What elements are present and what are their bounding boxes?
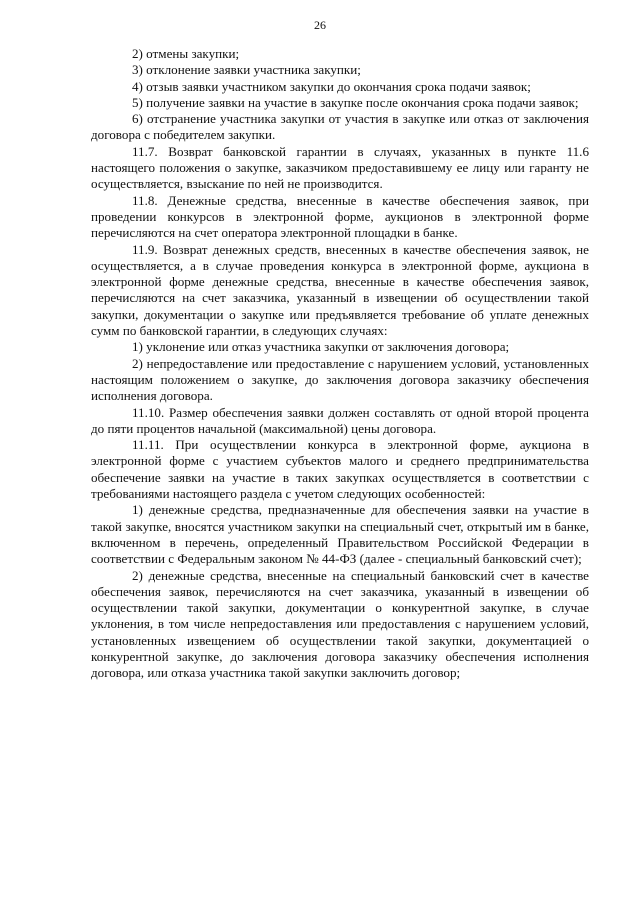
clause-11-7: 11.7. Возврат банковской гарантии в случаях, указанных в пункте 11.6 настоящего положения о закупке, заказчиком предоставившему ее лицу или гаранту не осуществляется, взыскание по ней не производится. xyxy=(91,143,589,192)
list-item: 2) денежные средства, внесенные на специальный банковский счет в качестве обеспечения заявок, перечисляются на счет заказчика, указанный в извещении об осуществлении такой закупки, документации о конкурентной закупке, в случае уклонения, в том числе непредоставления или предоставления с нарушением условий, установленных извещением об осуществлении такой закупки, документацией о конкурентной закупке, до заключения договора заказчику обеспечения исполнения договора, или отказа участника такой закупки заключить договор; xyxy=(91,567,589,681)
list-item: 6) отстранение участника закупки от участия в закупке или отказ от заключения договора с победителем закупки. xyxy=(91,111,589,143)
list-item: 1) денежные средства, предназначенные для обеспечения заявки на участие в такой закупке, вносятся участником закупки на специальный счет, открытый им в банке, включенном в перечень, определенный Правительством Российской Федерации в соответствии с Федеральным законом № 44-ФЗ (далее - специальный банковский счет); xyxy=(91,502,589,567)
clause-11-11: 11.11. При осуществлении конкурса в электронной форме, аукциона в электронной форме с участием субъектов малого и среднего предпринимательства обеспечение заявки на участие в таких закупках осуществляется в соответствии с требованиями настоящего раздела с учетом следующих особенностей: xyxy=(91,437,589,502)
list-item: 2) непредоставление или предоставление с нарушением условий, установленных настоящим положением о закупке, до заключения договора заказчику обеспечения исполнения договора. xyxy=(91,355,589,404)
clause-11-9: 11.9. Возврат денежных средств, внесенных в качестве обеспечения заявок, не осуществляется, а в случае проведения конкурса в электронной форме, аукциона в электронной форме денежные средства, внесенные в качестве обеспечения заявок, перечисляются на счет заказчика, указанный в извещении об осуществлении такой закупки, документации о закупке или предъявляется требование об уплате денежных сумм по банковской гарантии, в следующих случаях: xyxy=(91,241,589,339)
clause-11-8: 11.8. Денежные средства, внесенные в качестве обеспечения заявок, при проведении конкурсов в электронной форме, аукционов в электронной форме перечисляются на счет оператора электронной площадки в банке. xyxy=(91,192,589,241)
list-item: 4) отзыв заявки участником закупки до окончания срока подачи заявок; xyxy=(132,78,531,94)
document-body xyxy=(91,46,589,682)
list-item: 5) получение заявки на участие в закупке после окончания срока подачи заявок; xyxy=(132,94,579,110)
clause-11-10: 11.10. Размер обеспечения заявки должен составлять от одной второй процента до пяти процентов начальной (максимальной) цены договора. xyxy=(91,404,589,436)
list-item: 3) отклонение заявки участника закупки; xyxy=(132,62,361,78)
list-item: 1) уклонение или отказ участника закупки от заключения договора; xyxy=(132,339,510,355)
list-item: 2) отмены закупки; xyxy=(132,46,240,61)
page-number: 26 xyxy=(314,18,326,32)
